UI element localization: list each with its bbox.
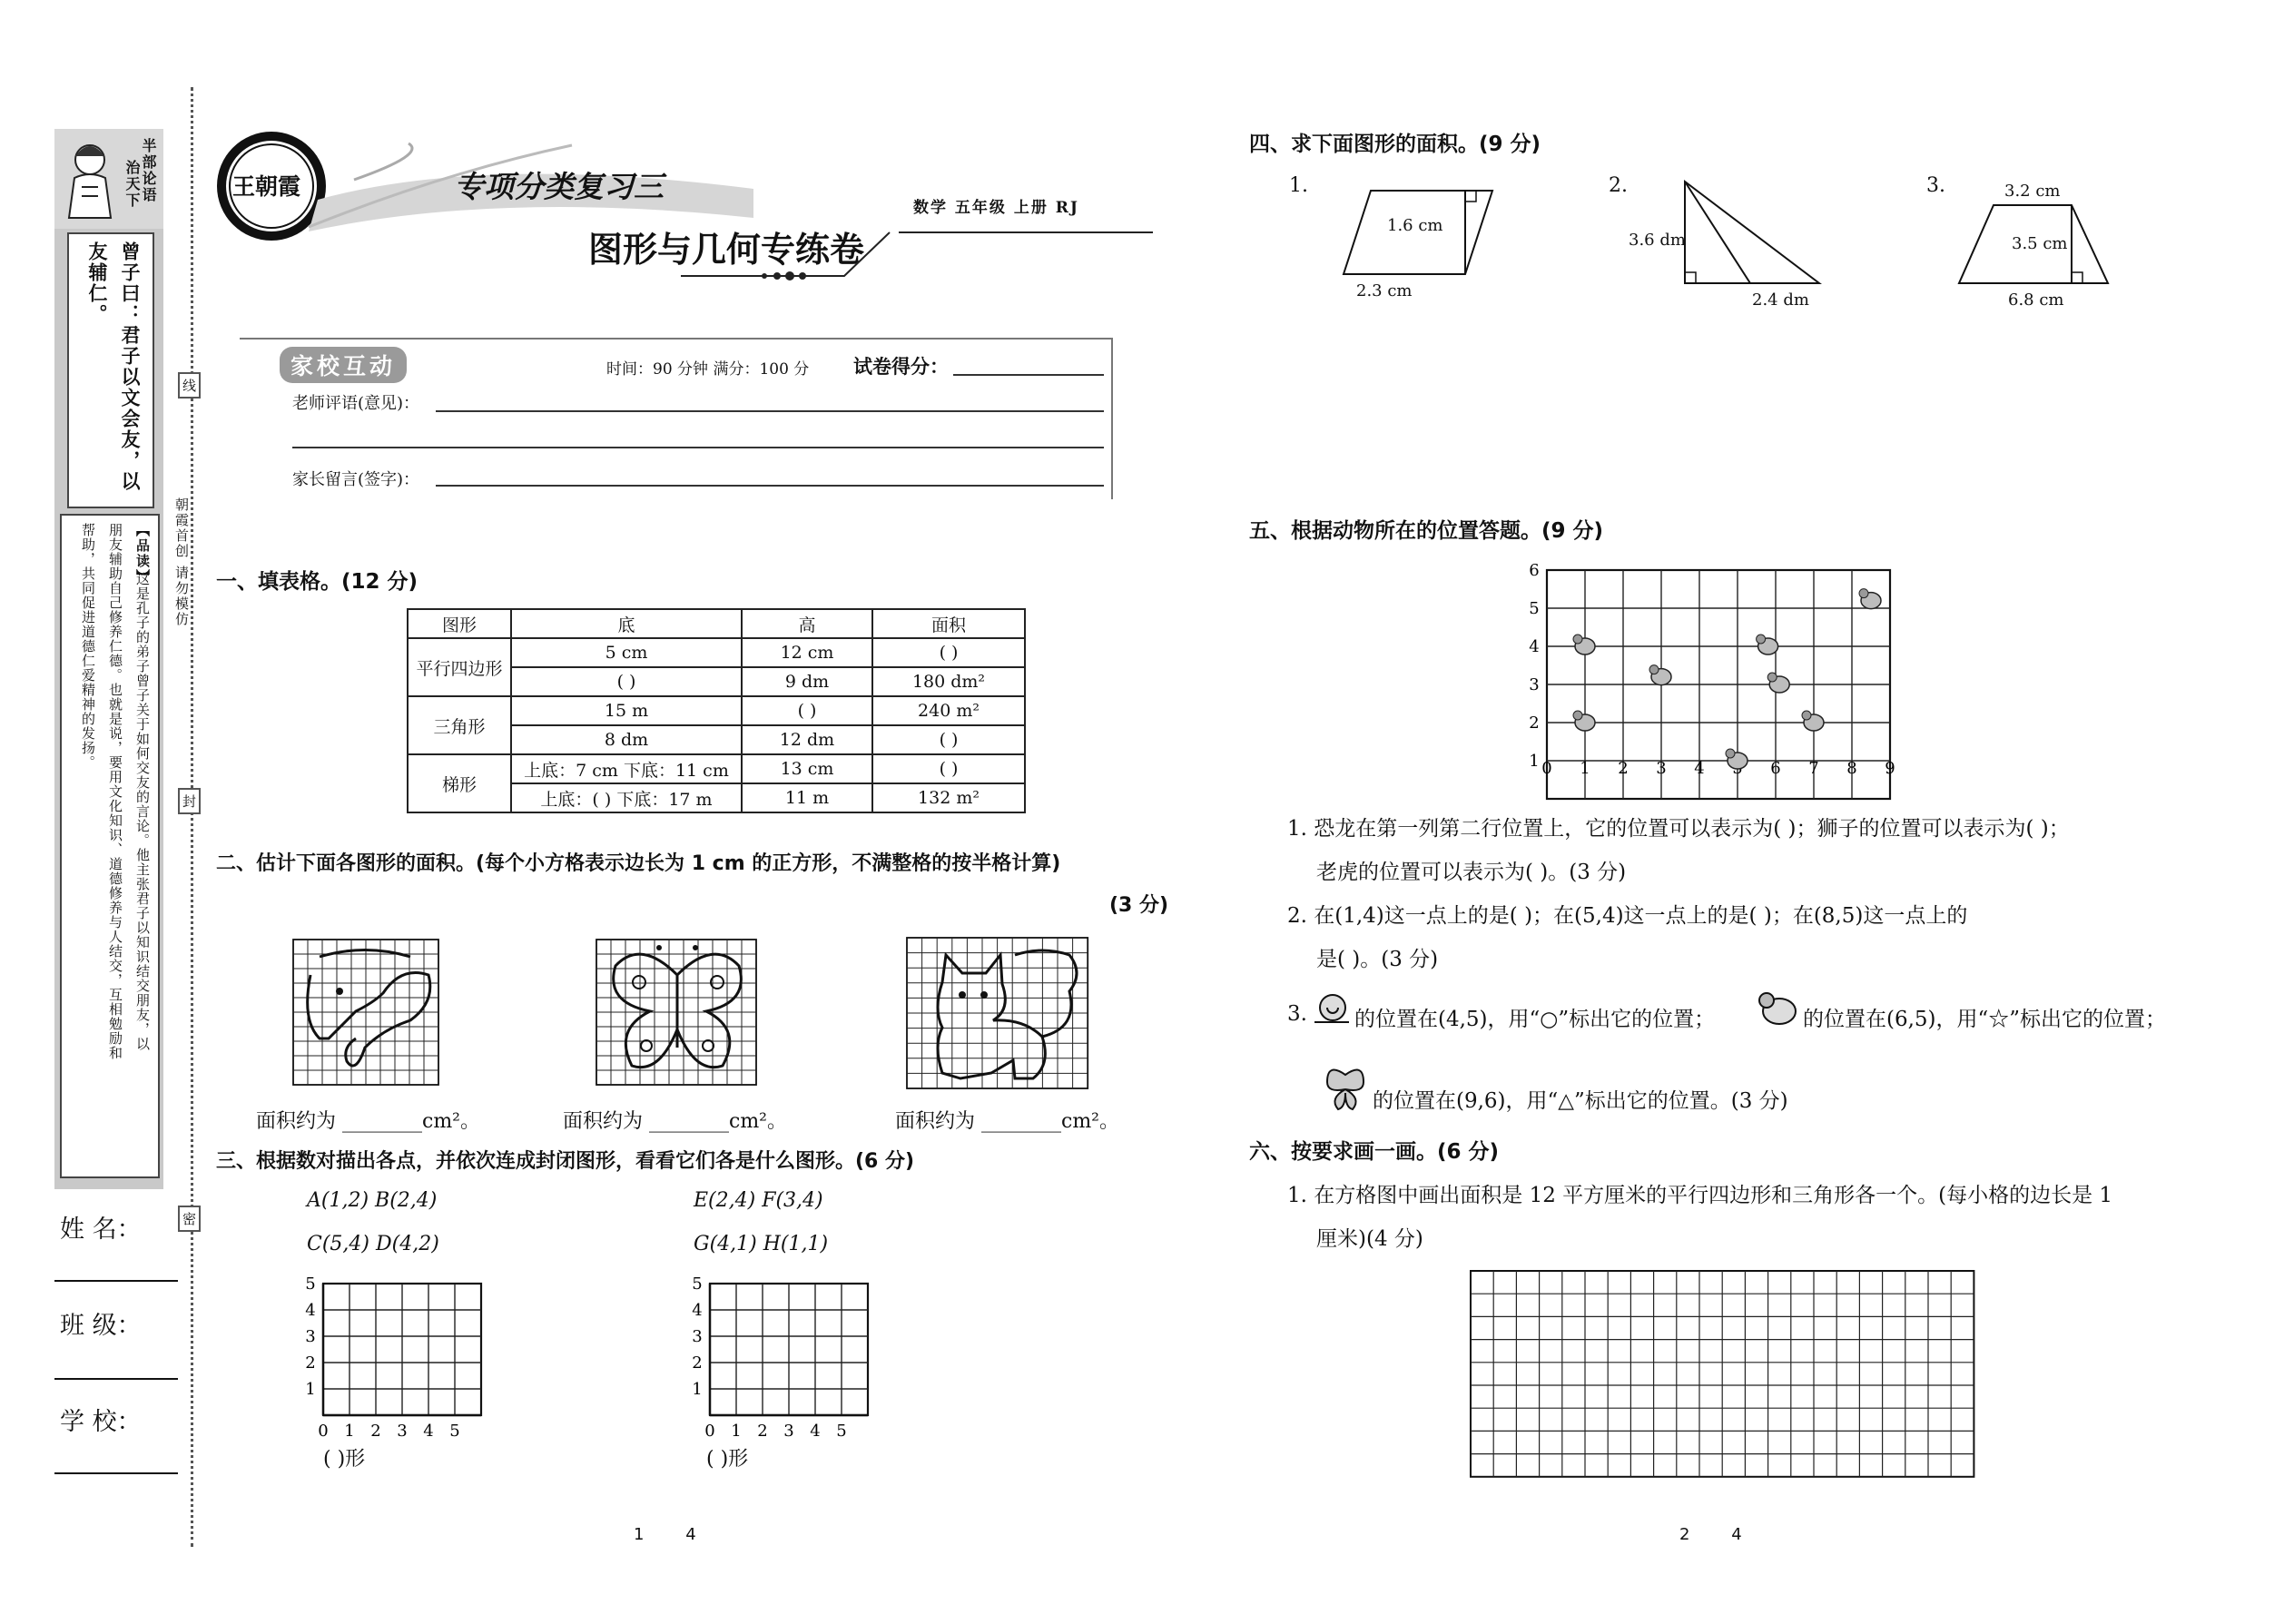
th-base: 底 (511, 609, 742, 638)
sec5-title: 五、根据动物所在的位置答题。(9 分) (1249, 519, 1604, 543)
explain-col-1: 这是孔子的弟子曾子关于如何交友的言论。他主张君子以知识结交朋友，以 (134, 572, 151, 1051)
cat-icon (906, 937, 1089, 1084)
sec3-set2-line1: E(2,4) F(3,4) (694, 1189, 823, 1212)
axis-tick-label: 1 (344, 1422, 355, 1441)
trapezoid-bottom: 6.8 cm (2008, 290, 2064, 310)
answer-blank[interactable]: ( ) (742, 696, 872, 725)
time-info: 时间：90 分钟 满分：100 分 (606, 360, 810, 379)
axis-tick-label: 1 (1529, 752, 1540, 771)
cell: 11 m (742, 783, 872, 812)
axis-tick-label: 2 (370, 1422, 381, 1441)
copy-notice: 朝霞首创 请勿模仿 (173, 497, 190, 627)
deer-icon-head (1767, 673, 1777, 682)
axis-tick-label: 8 (1846, 759, 1857, 778)
axis-tick-label: 5 (692, 1275, 703, 1294)
class-label: 班 级： (60, 1312, 142, 1340)
sec5-q3-butterfly-text: 的位置在(9,6)，用“△”标出它的位置。(3 分) (1373, 1089, 1788, 1113)
axis-tick-label: 3 (1529, 675, 1540, 694)
quote-line-2: 友辅仁。 (86, 241, 108, 325)
sec4-n3: 3. (1926, 174, 1945, 197)
sec5-q1a: 1. 恐龙在第一列第二行位置上，它的位置可以表示为( )；狮子的位置可以表示为( )； (1287, 817, 2070, 841)
area-label-2: 面积约为 ________cm²。 (563, 1110, 787, 1133)
axis-tick-label: 4 (423, 1422, 434, 1441)
axis-tick-label: 4 (1694, 759, 1705, 778)
triangle-figure (1679, 178, 1825, 287)
axis-tick-label: 7 (1808, 759, 1819, 778)
area-label-1: 面积约为 ________cm²。 (256, 1110, 480, 1133)
answer-blank[interactable]: ( ) (872, 754, 1025, 783)
sec3-answer-1[interactable]: ( )形 (323, 1448, 366, 1471)
sec6-q1a: 1. 在方格图中画出面积是 12 平方厘米的平行四边形和三角形各一个。(每小格的边长是 1 (1287, 1184, 2113, 1207)
cell: 240 m² (872, 696, 1025, 725)
explain-col-2: 朋友辅助自己修养仁德。也就是说，要用文化知识、道德修养与人结交，互相勉励和 (107, 523, 123, 1060)
sec5-q3-number: 3. (1287, 1002, 1307, 1026)
coord-grid-2[interactable] (683, 1275, 864, 1456)
sec3-title: 三、根据数对描出各点，并依次连成封闭图形，看看它们各是什么图形。(6 分) (216, 1150, 915, 1173)
th-height: 高 (742, 609, 872, 638)
teacher-comment-label: 老师评语(意见)： (292, 394, 420, 413)
sage-figure-icon (62, 136, 118, 220)
giraffe-icon-head (1573, 635, 1582, 644)
axis-tick-label: 4 (810, 1422, 821, 1441)
parent-comment-label: 家长留言(签字)： (292, 470, 420, 489)
lion-icon-head (1726, 749, 1735, 758)
cut-label-1: 线 (178, 372, 201, 399)
cut-label-2: 封 (178, 788, 201, 814)
area-label-3: 面积约为 ________cm²。 (895, 1110, 1119, 1133)
axis-tick-label: 9 (1885, 759, 1895, 778)
sec3-set1-line1: A(1,2) B(2,4) (307, 1189, 438, 1212)
animal-grid[interactable] (1516, 561, 1895, 781)
cell: 8 dm (511, 725, 742, 754)
sidebar-header-title: 半部论语 (140, 138, 157, 203)
sec3-answer-2[interactable]: ( )形 (706, 1448, 749, 1471)
sec5-q3-dog-text: 的位置在(6,5)，用“☆”标出它的位置； (1803, 1008, 2167, 1031)
axis-tick-label: 3 (783, 1422, 794, 1441)
coord-grid-1[interactable] (296, 1275, 478, 1456)
axis-tick-label: 6 (1529, 561, 1540, 580)
th-shape: 图形 (408, 609, 511, 638)
sec4-n1: 1. (1289, 174, 1308, 197)
axis-tick-label: 0 (318, 1422, 329, 1441)
trapezoid-height: 3.5 cm (2012, 234, 2068, 253)
tiger-icon-head (1649, 665, 1659, 674)
axis-tick-label: 5 (836, 1422, 847, 1441)
parent-comment-field[interactable] (436, 485, 1104, 487)
axis-tick-label: 1 (305, 1380, 316, 1399)
cell: 13 cm (742, 754, 872, 783)
cell: 15 m (511, 696, 742, 725)
sec5-q3-snail-text: 的位置在(4,5)，用“○”标出它的位置； (1354, 1008, 1716, 1031)
series-title: 专项分类复习三 (454, 169, 664, 204)
cell: 132 m² (872, 783, 1025, 812)
axis-tick-label: 0 (704, 1422, 715, 1441)
parallelogram-base: 2.3 cm (1356, 281, 1413, 300)
axis-tick-label: 4 (305, 1301, 316, 1320)
sec1-title: 一、填表格。(12 分) (216, 570, 418, 594)
butterfly-small-icon (1322, 1062, 1369, 1113)
shape-triangle: 三角形 (408, 696, 511, 754)
rooster-icon-head (1802, 711, 1811, 720)
axis-tick-label: 5 (305, 1275, 316, 1294)
sec4-n2: 2. (1609, 174, 1628, 197)
trapezoid-top: 3.2 cm (2004, 182, 2061, 201)
axis-tick-label: 3 (397, 1422, 408, 1441)
class-field[interactable] (54, 1378, 178, 1380)
quote-line-1: 曾子曰：君子以文会友，以 (119, 241, 141, 492)
page-number-right: 2 4 (1679, 1525, 1742, 1544)
axis-tick-label: 5 (449, 1422, 460, 1441)
horse-icon-head (1757, 635, 1766, 644)
page-number-left: 1 4 (634, 1525, 696, 1544)
answer-blank[interactable]: ( ) (872, 725, 1025, 754)
cell: 180 dm² (872, 667, 1025, 696)
cell: 12 cm (742, 638, 872, 667)
cut-line (191, 87, 193, 1547)
sec6-q1b: 厘米)(4 分) (1316, 1227, 1423, 1251)
answer-blank[interactable]: ( ) (511, 667, 742, 696)
cut-label-3: 密 (178, 1206, 201, 1232)
sidebar-header-subtitle: 治天下 (123, 160, 141, 209)
main-title: 图形与几何专练卷 (588, 230, 865, 270)
drawing-grid[interactable] (1469, 1269, 1984, 1474)
axis-tick-label: 0 (1541, 759, 1552, 778)
axis-tick-label: 2 (305, 1353, 316, 1373)
name-label: 姓 名： (60, 1216, 142, 1244)
school-label: 学 校： (60, 1408, 142, 1436)
sec5-q2b: 是( )。(3 分) (1316, 948, 1439, 971)
score-field[interactable] (953, 374, 1104, 376)
axis-tick-label: 1 (692, 1380, 703, 1399)
dog-icon (1756, 988, 1801, 1029)
fill-table (407, 608, 1026, 813)
quote-box (67, 232, 154, 508)
cell: 上底：7 cm 下底：11 cm (511, 754, 742, 783)
shape-trapezoid: 梯形 (408, 754, 511, 812)
axis-tick-label: 2 (1618, 759, 1629, 778)
explain-col-3: 帮助，共同促进道德仁爱精神的发扬。 (80, 523, 96, 770)
teacher-comment-field[interactable] (436, 410, 1104, 412)
axis-tick-label: 1 (731, 1422, 742, 1441)
axis-tick-label: 2 (692, 1353, 703, 1373)
axis-tick-label: 6 (1770, 759, 1781, 778)
axis-tick-label: 2 (1529, 714, 1540, 733)
name-field[interactable] (54, 1280, 178, 1282)
sec3-set1-line2: C(5,4) D(4,2) (307, 1233, 439, 1255)
snail-icon (1313, 989, 1351, 1028)
score-label: 试卷得分： (853, 356, 949, 378)
logo-text: 王朝霞 (232, 173, 301, 200)
cell: 9 dm (742, 667, 872, 696)
th-area: 面积 (872, 609, 1025, 638)
cell: 5 cm (511, 638, 742, 667)
shape-parallelogram: 平行四边形 (408, 638, 511, 696)
axis-tick-label: 1 (1580, 759, 1590, 778)
axis-tick-label: 5 (1529, 599, 1540, 618)
axis-tick-label: 3 (692, 1327, 703, 1346)
cell: 12 dm (742, 725, 872, 754)
explain-tag: 【品读】 (134, 523, 151, 585)
sec2-score: (3 分) (1109, 894, 1169, 917)
interact-badge: 家校互动 (280, 347, 407, 383)
explain-box (60, 514, 160, 1178)
triangle-height: 3.6 dm (1629, 231, 1686, 250)
elephant-icon (292, 939, 439, 1086)
sec3-set2-line2: G(4,1) H(1,1) (694, 1233, 829, 1255)
sec4-title: 四、求下面图形的面积。(9 分) (1249, 133, 1541, 156)
parallelogram-height: 1.6 cm (1387, 216, 1443, 235)
axis-tick-label: 4 (1529, 637, 1540, 656)
sec5-q1b: 老虎的位置可以表示为( )。(3 分) (1316, 861, 1627, 884)
dinosaur-icon-head (1573, 711, 1582, 720)
answer-blank[interactable]: 上底：( ) 下底：17 m (511, 783, 742, 812)
axis-tick-label: 3 (1656, 759, 1667, 778)
sec2-title: 二、估计下面各图形的面积。(每个小方格表示边长为 1 cm 的正方形，不满整格的按半格计算) (216, 852, 1061, 875)
axis-tick-label: 2 (757, 1422, 768, 1441)
axis-tick-label: 4 (692, 1301, 703, 1320)
sec6-title: 六、按要求画一画。(6 分) (1249, 1140, 1500, 1164)
bird-icon-head (1859, 589, 1868, 598)
answer-blank[interactable]: ( ) (872, 638, 1025, 667)
sidebar-header (54, 129, 163, 229)
sec5-q2a: 2. 在(1,4)这一点上的是( )；在(5,4)这一点上的是( )；在(8,5)这一点上的 (1287, 904, 1968, 928)
teacher-comment-line2[interactable] (292, 447, 1104, 448)
subject-tag: 数学 五年级 上册 RJ (913, 199, 1079, 217)
school-field[interactable] (54, 1472, 178, 1474)
axis-tick-label: 3 (305, 1327, 316, 1346)
title-decoration (626, 214, 1171, 287)
butterfly-icon (596, 939, 761, 1086)
triangle-base: 2.4 dm (1752, 290, 1809, 310)
